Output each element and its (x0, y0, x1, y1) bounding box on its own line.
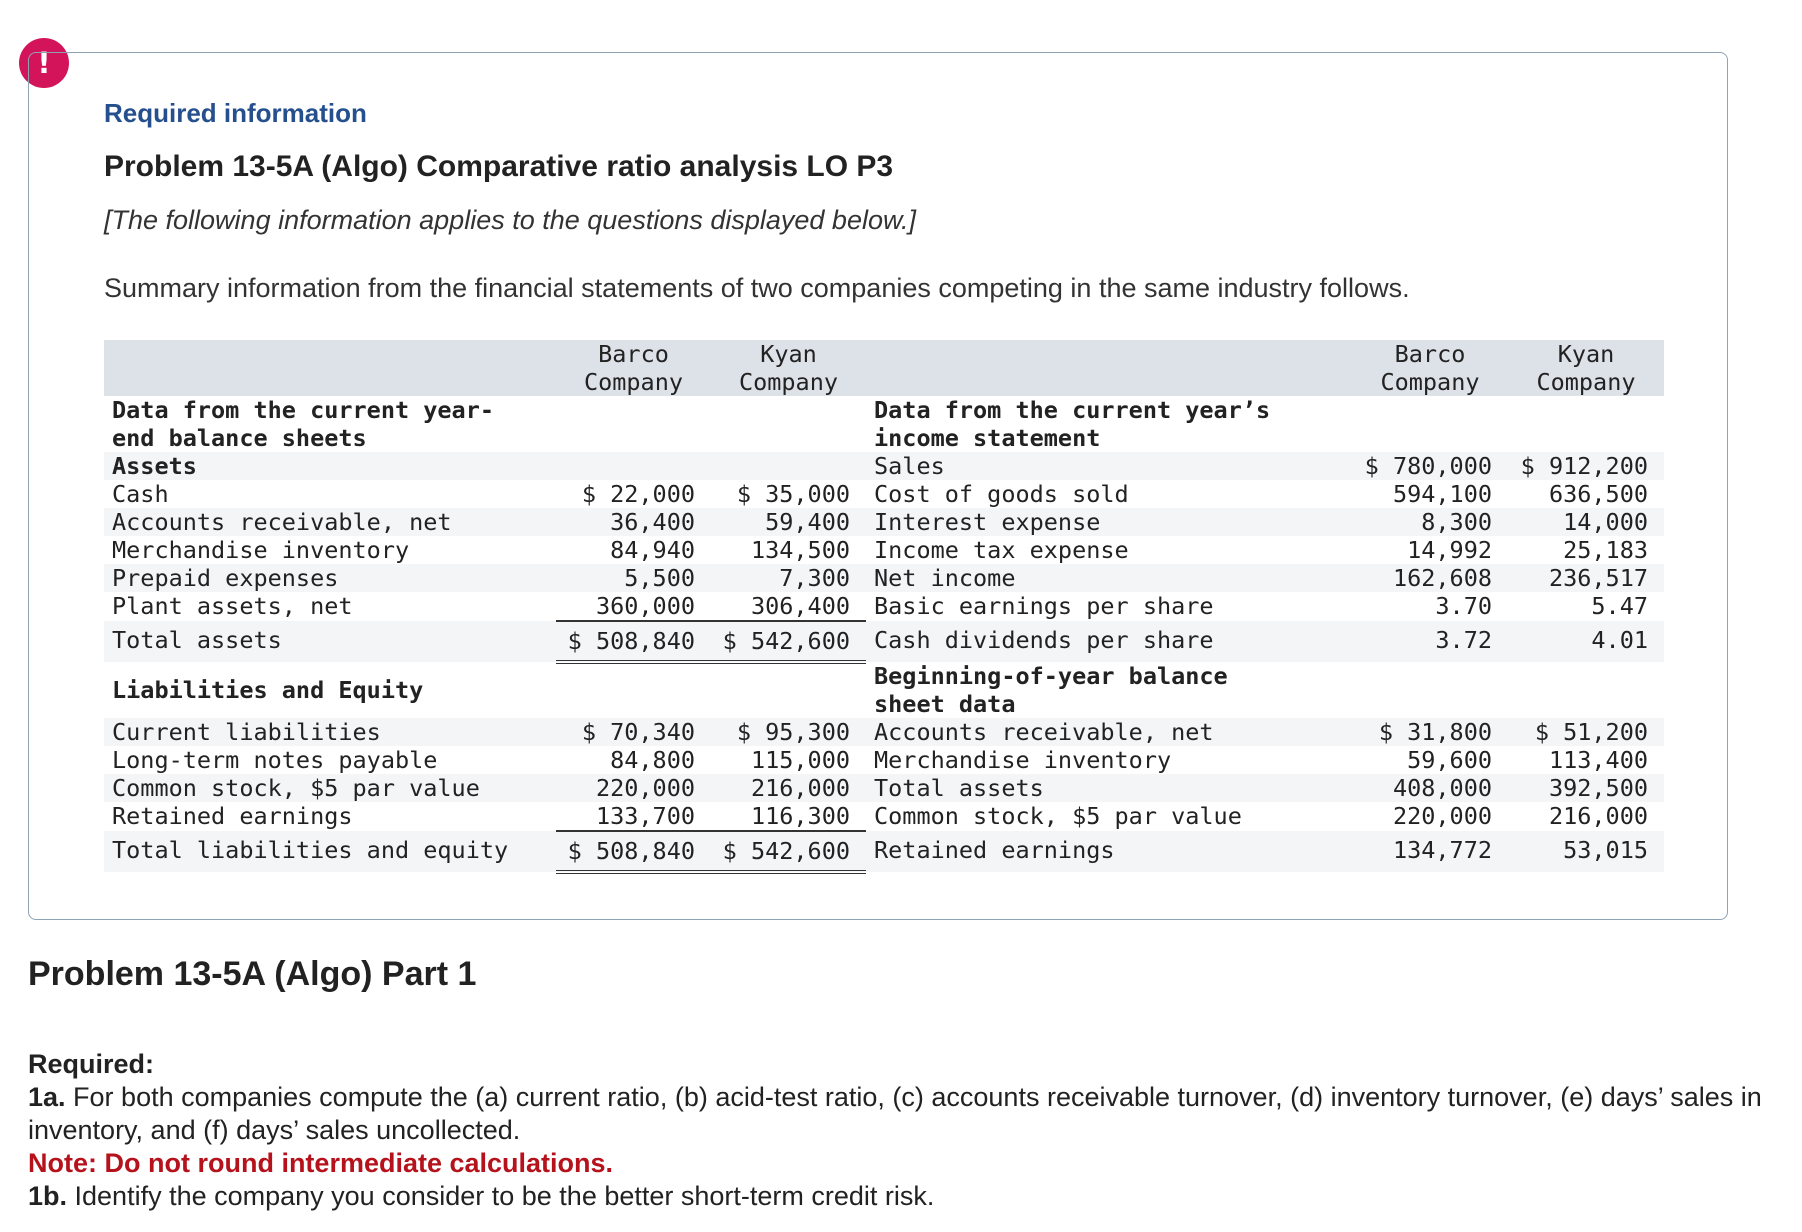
rounding-note: Note: Do not round intermediate calculations. (28, 1148, 614, 1178)
financial-data-table (104, 340, 1664, 874)
table-row: Merchandise inventory 84,940 134,500 Income tax expense 14,992 25,183 (112, 536, 1648, 564)
col-header-barco: Barco Company (1352, 340, 1508, 396)
table-header-row (104, 340, 1664, 396)
table-row: Total liabilities and equity $ 508,840 $ 542,600 Retained earnings 134,772 53,015 (104, 831, 1664, 872)
table-row: Long-term notes payable 84,800 115,000 Merchandise inventory 59,600 113,400 (112, 746, 1648, 774)
required-info-heading: Required information (104, 98, 367, 128)
table-row: Assets Sales $ 780,000 $ 912,200 (104, 452, 1664, 480)
income-statement-heading: Data from the current year’s income statement (874, 396, 1271, 452)
required-section (28, 1048, 1768, 1213)
problem-title: Problem 13-5A (Algo) Comparative ratio analysis LO P3 (104, 150, 894, 183)
table-row: Cash $ 22,000 $ 35,000 Cost of goods sold 594,100 636,500 (112, 480, 1648, 508)
table-row (104, 396, 1664, 452)
table-row: Retained earnings 133,700 116,300 Common stock, $5 par value 220,000 216,000 (112, 802, 1648, 830)
table-row: Total assets $ 508,840 $ 542,600 Cash dividends per share 3.72 4.01 (104, 621, 1664, 662)
requirement-1a: 1a. For both companies compute the (a) current ratio, (b) acid-test ratio, (c) accounts receivable turnover, (d) inventory turnover, (e) days’ sales in inventory, and (f) days’ sales uncollected. (28, 1082, 1762, 1145)
requirement-1b: 1b. Identify the company you consider to be the better short-term credit risk. (28, 1181, 935, 1211)
summary-text: Summary information from the financial statements of two companies competing in the same industry follows. (104, 273, 1410, 303)
table-row: Common stock, $5 par value 220,000 216,000 Total assets 408,000 392,500 (104, 774, 1664, 802)
applies-note: [The following information applies to the questions displayed below.] (104, 205, 916, 235)
table-row: Prepaid expenses 5,500 7,300 Net income 162,608 236,517 (104, 564, 1664, 592)
assets-heading: Assets (104, 452, 556, 480)
table-row (104, 662, 1664, 718)
part-title: Problem 13-5A (Algo) Part 1 (28, 955, 477, 993)
liabilities-heading: Liabilities and Equity (112, 676, 424, 704)
col-header-kyan: Kyan Company (711, 340, 866, 396)
balance-sheet-heading: Data from the current year-end balance sheets (112, 396, 495, 452)
table-row: Accounts receivable, net 36,400 59,400 Interest expense 8,300 14,000 (104, 508, 1664, 536)
col-header-barco: Barco Company (556, 340, 711, 396)
required-label: Required: (28, 1049, 155, 1079)
table-row: Current liabilities $ 70,340 $ 95,300 Accounts receivable, net $ 31,800 $ 51,200 (104, 718, 1664, 746)
col-header-kyan: Kyan Company (1508, 340, 1664, 396)
table-row: Plant assets, net 360,000 306,400 Basic earnings per share 3.70 5.47 (112, 592, 1648, 620)
beginning-balance-heading: Beginning-of-year balance sheet data (874, 662, 1228, 718)
alert-icon: ! (19, 38, 69, 88)
